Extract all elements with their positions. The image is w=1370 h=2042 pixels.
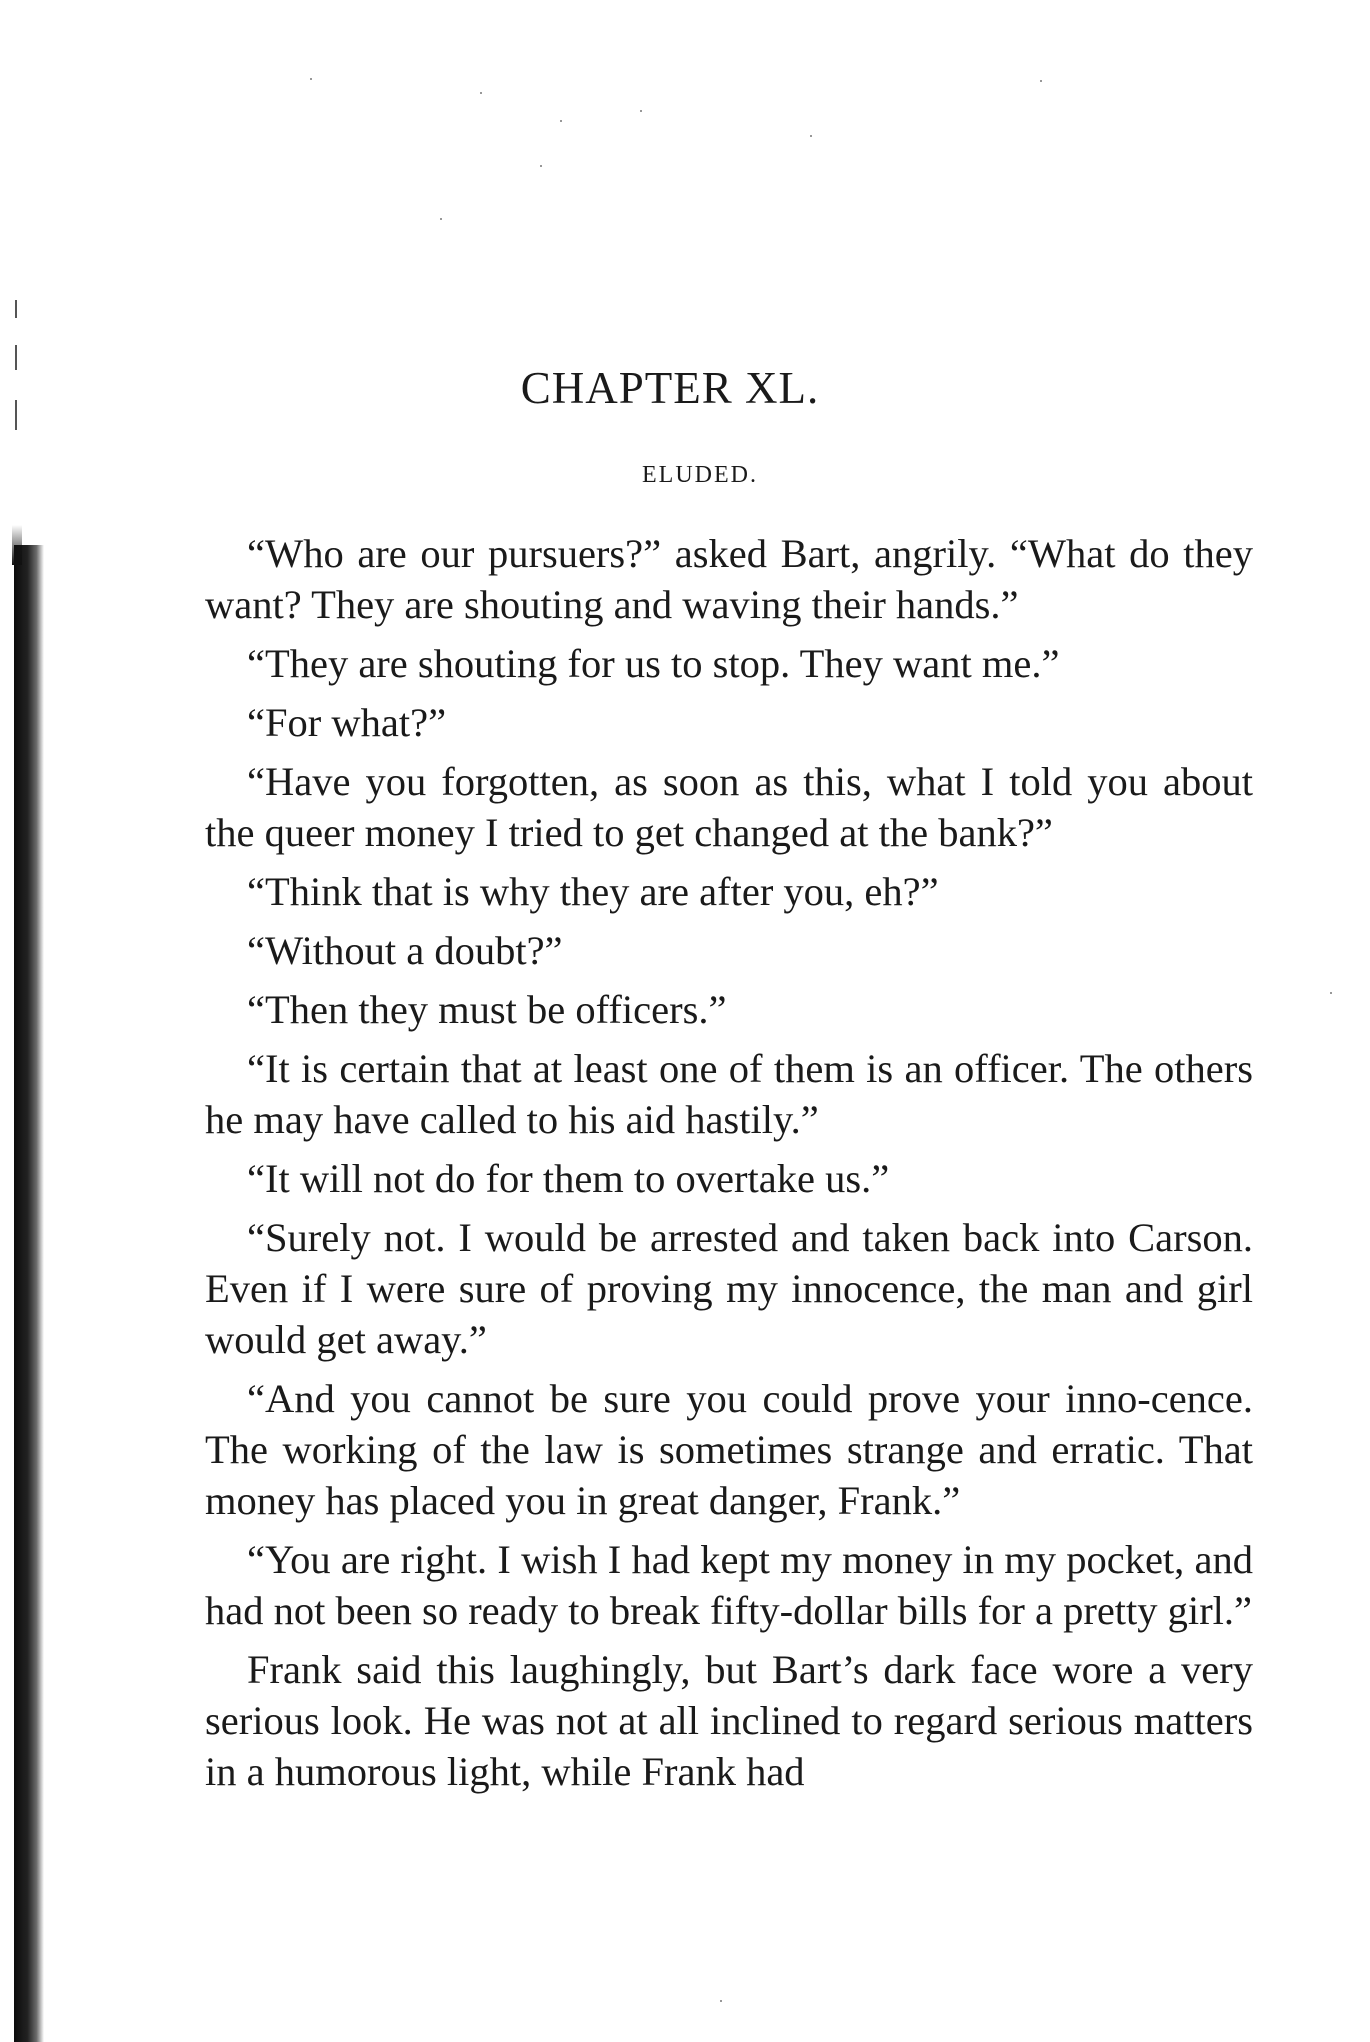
scan-speck (810, 135, 812, 137)
scan-speck (480, 92, 482, 94)
scan-speck (640, 110, 642, 112)
scan-speck (440, 218, 442, 220)
gutter-mark (15, 300, 17, 318)
paragraph: “Surely not. I would be arrested and taken back into Carson. Even if I were sure of proving my innocence, the man and girl would get away.” (205, 1215, 1253, 1362)
scan-speck (540, 165, 542, 167)
paragraph: “You are right. I wish I had kept my money in my pocket, and had not been so ready to break fifty-dollar bills for a pretty girl.” (205, 1537, 1253, 1633)
paragraph: “Then they must be officers.” (247, 987, 727, 1032)
chapter-title: CHAPTER XL. (520, 363, 820, 413)
paragraph: Frank said this laughingly, but Bart’s dark face wore a very serious look. He was not at all inclined to regard serious matters in a humorous light, while Frank had (205, 1647, 1253, 1794)
chapter-subtitle: ELUDED. (642, 462, 758, 488)
paragraph: “They are shouting for us to stop. They want me.” (247, 641, 1060, 686)
paragraph: “It is certain that at least one of them is an officer. The others he may have called to his aid hastily.” (205, 1046, 1253, 1142)
paragraph: “Without a doubt?” (247, 928, 563, 973)
scan-speck (310, 78, 312, 80)
scan-speck (1330, 992, 1332, 994)
paragraph: “Think that is why they are after you, eh?” (247, 869, 939, 914)
scan-speck (720, 2000, 722, 2002)
paragraph: “For what?” (247, 700, 447, 745)
page-binding-edge (14, 545, 44, 2042)
paragraph: “Have you forgotten, as soon as this, what I told you about the queer money I tried to get changed at the bank?” (205, 759, 1253, 855)
scan-speck (560, 120, 562, 122)
page-body (205, 528, 1253, 1805)
paragraph: “It will not do for them to overtake us.” (247, 1156, 890, 1201)
paragraph: “And you cannot be sure you could prove your inno-cence. The working of the law is sometimes strange and erratic. That money has placed you in great danger, Frank.” (205, 1376, 1253, 1523)
paragraph: “Who are our pursuers?” asked Bart, angrily. “What do they want? They are shouting and waving their hands.” (205, 531, 1253, 627)
scan-speck (1040, 80, 1042, 82)
